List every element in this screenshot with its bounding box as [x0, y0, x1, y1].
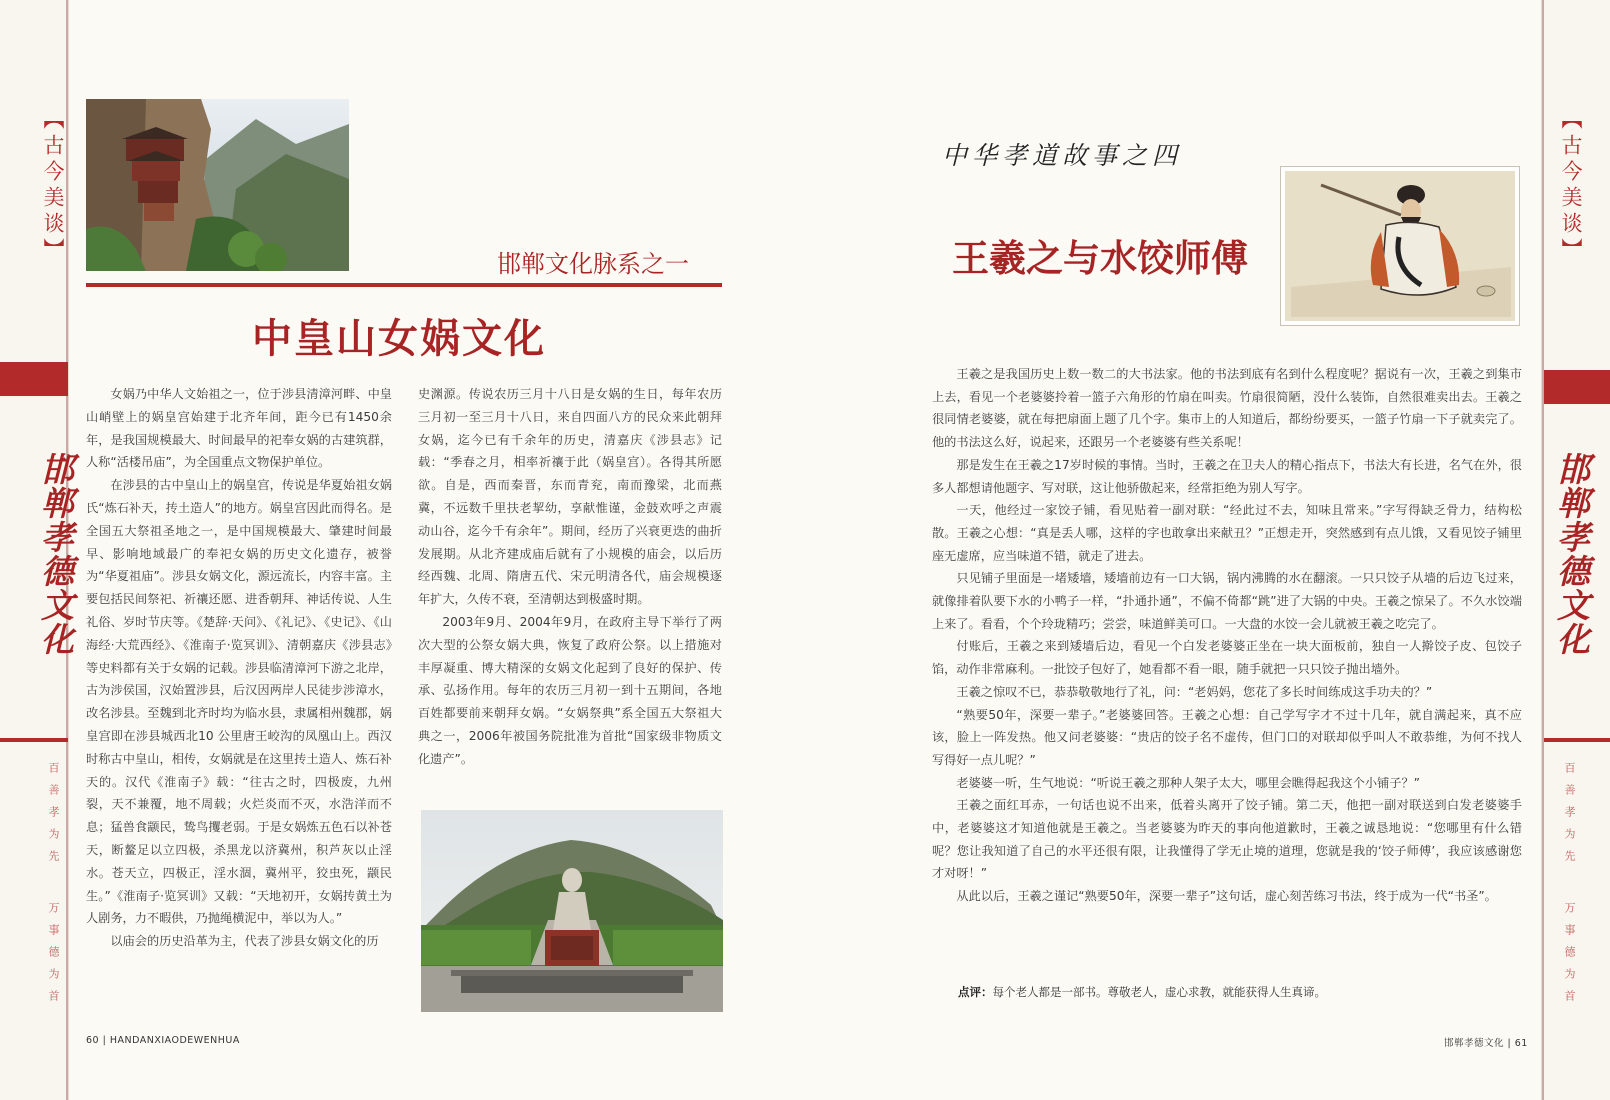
- left-series-title: 邯郸文化脉系之一: [497, 250, 689, 278]
- right-section-label: 【古今美谈】: [1559, 108, 1583, 264]
- story-body: [932, 363, 1522, 908]
- story-paragraph: 从此以后，王羲之谨记“熟要50年，深要一辈子”这句话，虚心刻苦练习书法，终于成为一代“书圣”。: [956, 889, 1497, 904]
- col2-paragraph: 2003年9月、2004年9月，在政府主导下举行了两次大型的公祭女娲大典，恢复了政府公祭。以上措施对丰厚凝重、博大精深的女娲文化起到了良好的保护、传承、弘扬作用。每年的农历三月初一到十五期间，各地百姓都要前来朝拜女娲。“女娲祭典”系全国五大祭祖大典之一，2006年被国务院批准为首批“国家级非物质文化遗产”。: [418, 614, 722, 766]
- col1-paragraph: 以庙会的历史沿革为主，代表了涉县女娲文化的历: [110, 934, 379, 949]
- right-main-title: 王羲之与水饺师傅: [952, 236, 1248, 280]
- story-paragraph: 王羲之惊叹不已，恭恭敬敬地行了礼，问：“老妈妈，您花了多长时间练成这手功夫的？”: [956, 684, 1433, 699]
- story-comment: [958, 984, 1326, 1000]
- left-red-ribbon: [0, 362, 68, 396]
- wang-xizhi-portrait: [1280, 166, 1520, 326]
- col1-paragraph: 在涉县的古中皇山上的娲皇宫，传说是华夏始祖女娲氏“炼石补天，抟土造人”的地方。娲皇宫因此而得名。是全国五大祭祖圣地之一，是中国规模最大、肇建时间最早、影响地域最广的奉祀女娲的历史文化遗存，被誉为“华夏祖庙”。涉县女娲文化，源远流长，内容丰富。主要包括民间祭祀、祈禳还愿、进香朝拜、神话传说、人生礼俗、岁时节庆等。《楚辞·天问》、《礼记》、《史记》、《山海经·大荒西经》、《淮南子·览冥训》、清朝嘉庆《涉县志》等史料都有关于女娲的记载。涉县临清漳河下游之北岸，古为涉侯国，汉始置涉县，后汉因两岸人民徒步涉漳水，改名涉县。至魏到北齐时均为临水县，隶属相州魏郡，娲皇宫即在涉县城西北10 公里唐王峧沟的凤凰山上。西汉时称古中皇山，相传，女娲就是在这里抟土造人、炼石补天的。汉代《淮南子》载：“往古之时，四极废，九州裂，天不兼覆，地不周载；火烂炎而不灭，水浩洋而不息；猛兽食颛民，鸷鸟攫老弱。于是女娲炼五色石以补苍天，断鳌足以立四极，杀黑龙以济冀州，积芦灰以止淫水。苍天立，四极正，淫水涸，冀州平，狡虫死，颛民生。”《淮南子·览冥训》又载：“天地初开，女娲抟黄土为人剧务，力不暇供，乃抛绳横泥中，举以为人。”: [86, 478, 392, 926]
- col1-paragraph: 女娲乃中华人文始祖之一，位于涉县清漳河畔、中皇山峭壁上的娲皇宫始建于北齐年间，距今已有1450余年，是我国规模最大、时间最早的祀奉女娲的古建筑群，人称“活楼吊庙”，为全国重点文物保护单位。: [86, 387, 392, 470]
- story-paragraph: “熟要50年，深要一辈子。”老婆婆回答。王羲之心想：自己学写字才不过十几年，就自满起来，真不应该，脸上一阵发热。他又问老婆婆：“贵店的饺子名不虚传，但门口的对联却似乎叫人不敢恭维，为何不找人写得好一点儿呢？”: [932, 707, 1522, 767]
- left-motto-2: 万事德为首: [47, 902, 60, 1012]
- left-red-band: [0, 738, 68, 742]
- right-red-ribbon: [1544, 370, 1610, 404]
- nuwa-statue-photo: [421, 810, 723, 1012]
- right-red-band: [1544, 738, 1610, 742]
- comment-text: 每个老人都是一部书。尊敬老人，虚心求教，就能获得人生真谛。: [992, 985, 1326, 999]
- left-calligraphy: 邯郸孝德文化: [36, 452, 75, 656]
- right-series-title: 中华孝道故事之四: [942, 141, 1183, 170]
- left-main-title: 中皇山女娲文化: [252, 315, 546, 362]
- right-margin-line: [1542, 0, 1544, 1100]
- left-page-footer: 60 | HANDANXIAODEWENHUA: [86, 1035, 240, 1046]
- story-paragraph: 一天，他经过一家饺子铺，看见贴着一副对联：“经此过不去，知味且常来。”字写得缺乏骨力，结构松散。王羲之心想：“真是丢人哪，这样的字也敢拿出来献丑？”正想走开，突然感到有点儿饿，又看见饺子铺里座无虚席，应当味道不错，就走了进去。: [932, 503, 1522, 563]
- left-motto-1: 百善孝为先: [47, 762, 60, 872]
- left-article-column-2: [418, 383, 722, 771]
- comment-label: 点评：: [958, 985, 993, 999]
- story-paragraph: 王羲之面红耳赤，一句话也说不出来，低着头离开了饺子铺。第二天，他把一副对联送到白发老婆婆手中，老婆婆这才知道他就是王羲之。当老婆婆为昨天的事向他道歉时，王羲之诚恳地说：“您哪里有什么错呢？您让我知道了自己的水平还很有限，让我懂得了学无止境的道理，您就是我的‘饺子师傅’，我应该感谢您才对呀！”: [932, 798, 1522, 881]
- story-paragraph: 只见铺子里面是一堵矮墙，矮墙前边有一口大锅，锅内沸腾的水在翻滚。一只只饺子从墙的后边飞过来，就像排着队要下水的小鸭子一样，“扑通扑通”，不偏不倚都“跳”进了大锅的中央。王羲之惊呆了。不久水饺端上来了。看看，个个玲珑精巧；尝尝，味道鲜美可口。一大盘的水饺一会儿就被王羲之吃完了。: [932, 571, 1522, 631]
- col2-paragraph: 史渊源。传说农历三月十八日是女娲的生日，每年农历三月初一至三月十八日，来自四面八方的民众来此朝拜女娲，迄今已有千余年的历史，清嘉庆《涉县志》记载：“季春之月，相率祈禳于此（娲皇宫）。各得其所愿欲。自是，西而秦晋，东而青兖，南而豫梁，北而燕冀，不远数千里扶老挈幼，享献惟谨，金鼓欢呼之声震动山谷，迄今千有余年”。期间，经历了兴衰更迭的曲折发展期。从北齐建成庙后就有了小规模的庙会，以后历经西魏、北周、隋唐五代、宋元明清各代，庙会规模逐年扩大，久传不衰，至清朝达到极盛时期。: [418, 387, 722, 607]
- story-paragraph: 王羲之是我国历史上数一数二的大书法家。他的书法到底有名到什么程度呢？据说有一次，王羲之到集市上去，看见一个老婆婆拎着一篮子六角形的竹扇在叫卖。竹扇很简陋，没什么装饰，自然很难卖出去。王羲之很同情老婆婆，就在每把扇面上题了几个字。集市上的人知道后，都纷纷要买，一篮子竹扇一下子就卖完了。他的书法这么好，说起来，还跟另一个老婆婆有些关系呢！: [932, 367, 1522, 450]
- right-motto-2: 万事德为首: [1563, 902, 1576, 1012]
- story-paragraph: 老婆婆一听，生气地说：“听说王羲之那种人架子太大，哪里会瞧得起我这个小铺子？”: [956, 775, 1420, 790]
- story-paragraph: 付账后，王羲之来到矮墙后边，看见一个白发老婆婆正坐在一块大面板前，独自一人擀饺子皮、包饺子馅，动作非常麻利。一批饺子包好了，她看都不看一眼，随手就把一只只饺子抛出墙外。: [932, 639, 1522, 677]
- right-motto-1: 百善孝为先: [1563, 762, 1576, 872]
- left-section-label: 【古今美谈】: [41, 108, 65, 264]
- temple-cliff-photo: [86, 99, 349, 271]
- left-title-rule: [86, 283, 722, 287]
- left-article-column-1: [86, 383, 392, 953]
- right-calligraphy: 邯郸孝德文化: [1552, 452, 1591, 656]
- right-page-footer: 邯郸孝德文化 | 61: [1444, 1038, 1528, 1049]
- story-paragraph: 那是发生在王羲之17岁时候的事情。当时，王羲之在卫夫人的精心指点下，书法大有长进，名气在外，很多人都想请他题字、写对联，这让他骄傲起来，经常拒绝为别人写字。: [932, 457, 1522, 495]
